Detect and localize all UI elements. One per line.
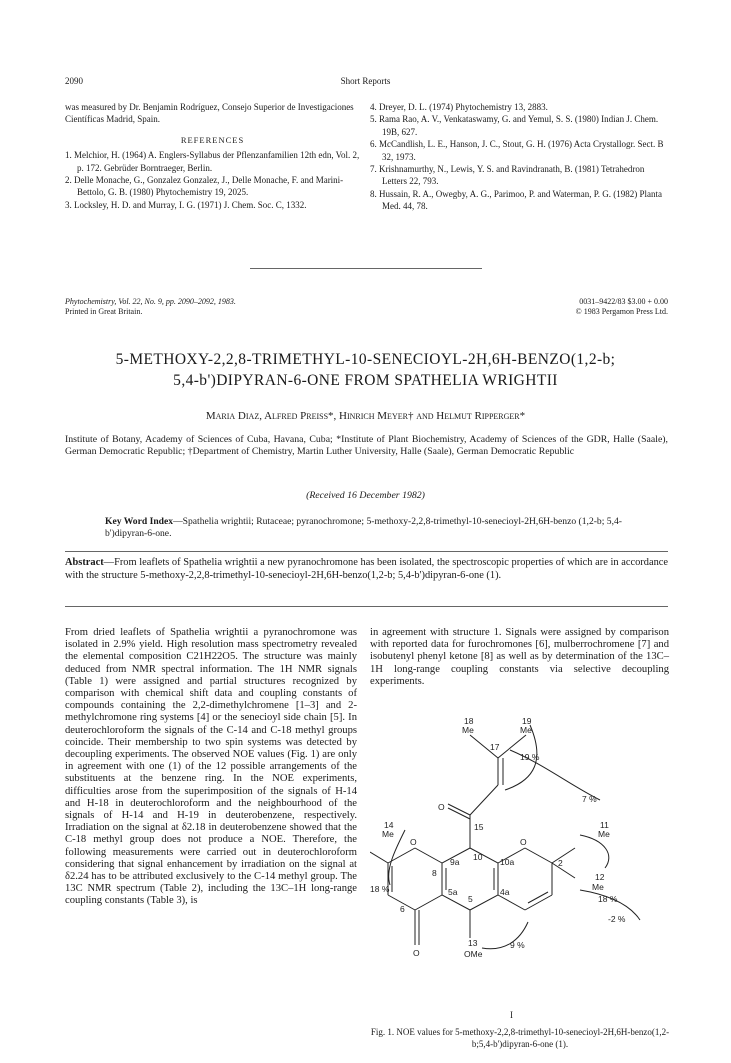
journal-info-left (65, 297, 236, 317)
page-number: 2090 (65, 76, 83, 86)
atom-label-6: 6 (400, 904, 405, 914)
section-divider (250, 268, 482, 269)
reference-4: 4. Dreyer, D. L. (1974) Phytochemistry 13, 2883. (370, 102, 548, 112)
copyright: © 1983 Pergamon Press Ltd. (575, 307, 668, 316)
top-right-column (370, 101, 670, 213)
atom-o-carbonyl: O (413, 948, 420, 958)
running-title: Short Reports (340, 76, 391, 86)
noe-minus-2-percent: -2 % (608, 914, 626, 924)
atom-label-14: 14 (384, 820, 394, 830)
abstract (65, 557, 668, 582)
noe-9-percent: 9 % (510, 940, 525, 950)
figure-caption: Fig. 1. NOE values for 5-methoxy-2,2,8-trimethyl-10-senecioyl-2H,6H-benzo(1,2-b;5,4-b')dipyran-6-one (1). (370, 1027, 670, 1049)
figure-1-structure (370, 690, 670, 970)
keyword-index (105, 516, 645, 540)
atom-label-11: 11 (600, 820, 609, 830)
article-title-line-2: 5,4-b')DIPYRAN-6-ONE FROM SPATHELIA WRIGHTII (173, 372, 558, 389)
atom-label-10: 10 (473, 852, 483, 862)
reference-5: 5. Rama Rao, A. V., Venkataswamy, G. and Yemul, S. S. (1980) Indian J. Chem. 19B, 627. (370, 114, 659, 137)
atom-label-9a: 9a (450, 857, 460, 867)
atom-o-pyranone: O (410, 837, 417, 847)
reference-1: 1. Melchior, H. (1964) A. Englers-Syllabus der Pflenzanfamilien 12th edn, Vol. 2, p. 172. Gebrüder Borntraeger, Berlin. (65, 150, 360, 173)
atom-label-18: 18 (464, 716, 474, 726)
reference-8: 8. Hussain, R. A., Owegby, A. G., Parimoo, P. and Waterman, P. G. (1982) Planta Med. 44, 78. (370, 188, 663, 212)
top-left-column (65, 101, 360, 211)
atom-me-11: Me (598, 829, 610, 839)
article-title-line-1: 5-METHOXY-2,2,8-TRIMETHYL-10-SENECIOYL-2H,6H-BENZO(1,2-b; (115, 351, 616, 368)
atom-label-12: 12 (595, 872, 605, 882)
keywords-text: —Spathelia wrightii; Rutaceae; pyranochromone; 5-methoxy-2,2,8-trimethyl-10-senecioyl-2H,6H-benzo (1,2-b; 5,4-b')dipyran-6-one. (105, 516, 622, 539)
acknowledgement: was measured by Dr. Benjamin Rodríguez, Consejo Superior de Investigaciones Científicas Madrid, Spain. (65, 102, 354, 125)
body-left-column: From dried leaflets of Spathelia wrightii a pyranochromone was isolated in 2.9% yield. High resolution mass spectrometry revealed the elemental composition C21H22O5. The structure was mainly deduced from NMR spectral information. The 1H NMR signals (Table 1) were assigned and partial structures recognized by comparison with chemical shift data and coupling constants of compounds containing the 2,2-dimethylchromene [1–3] and 2-methylchromone ring systems [4] or the senecioyl side chain [5]. In deuterochloroform the signals of the C-14 and C-18 methyl groups coincide. Their membership to two spin systems was detected by decoupling experiments. The observed NOE values (Fig. 1) are only in agreement with one (1) of the 12 possible arrangements of the substituents at the benzene ring. In the NOE experiments, difficulties arose from the superimposition of the signals of H-14 and H-18 in deuterochloroform and the neighbourhood of the signals of H-14 and H-19 in deuterobenzene, respectively. Irradiation on the signal at δ2.18 in deuterobenzene showed that the C-18 methyl group does not produce a NOE. Therefore, the following measurements were carried out in deuterochloroform considering that signal enhancement by irradiation on the signal at δ2.24 has to be attributed exclusively to the C-14 methyl group. The 13C NMR spectrum (Table 2), including the 13C–1H long-range coupling constants (Table 3), is (65, 627, 357, 907)
noe-7-percent: 7 % (582, 794, 597, 804)
atom-label-5: 5 (468, 894, 473, 904)
reference-6: 6. McCandlish, L. E., Hanson, J. C., Stout, G. H. (1976) Acta Crystallogr. Sect. B 32, 1973. (370, 139, 664, 162)
compound-label: I (510, 1010, 513, 1020)
journal-citation: Phytochemistry, Vol. 22, No. 9, pp. 2090–2092, 1983. (65, 297, 236, 306)
atom-o-chromene: O (520, 837, 527, 847)
received-date: (Received 16 December 1982) (306, 490, 425, 501)
atom-o-ketone: O (438, 802, 445, 812)
atom-label-8: 8 (432, 868, 437, 878)
body-right-column: in agreement with structure 1. Signals were assigned by comparison with reported data for furochromones [6], mulberrochromene [7] and isobutenyl phenyl ketone [8] as well as by determination of the 13C–1H long-range coupling constants via selective decoupling experiments. (370, 627, 669, 687)
noe-18-percent-left: 18 % (370, 884, 390, 894)
atom-me-14: Me (382, 829, 394, 839)
abstract-text: —From leaflets of Spathelia wrightii a new pyranochromone has been isolated, the spectroscopic properties of which are in accordance with the structure 5-methoxy-2,2,8-trimethyl-10-senecioyl-2H,6H-benzo(1,2-b; 5,4-b')dipyran-6-one (1). (65, 557, 668, 581)
atom-label-10a: 10a (500, 857, 515, 867)
reference-2: 2. Delle Monache, G., Gonzalez Gonzalez, J., Delle Monache, F. and Marini-Bettolo, G. B. (1980) Phytochemistry 19, 2025. (65, 175, 344, 198)
references-heading: REFERENCES (180, 134, 245, 145)
keywords-label: Key Word Index (105, 516, 174, 527)
printed-in: Printed in Great Britain. (65, 307, 143, 316)
atom-label-13: 13 (468, 938, 478, 948)
atom-label-19: 19 (522, 716, 532, 726)
atom-me-12: Me (592, 882, 604, 892)
atom-label-15: 15 (474, 822, 484, 832)
atom-label-2: 2 (558, 858, 563, 868)
abstract-bottom-rule (65, 606, 668, 607)
authors: Maria Diaz, Alfred Preiss*, Hinrich Meyer† and Helmut Ripperger* (205, 410, 526, 422)
atom-me-18: Me (462, 725, 474, 735)
abstract-top-rule (65, 551, 668, 552)
noe-19-percent: 19 % (520, 752, 540, 762)
atom-label-17: 17 (490, 742, 500, 752)
reference-3: 3. Locksley, H. D. and Murray, I. G. (1971) J. Chem. Soc. C, 1332. (65, 199, 307, 210)
atom-ome: OMe (464, 949, 483, 959)
atom-me-19: Me (520, 725, 532, 735)
journal-info-right (468, 297, 668, 317)
atom-label-4a: 4a (500, 887, 510, 897)
issn: 0031–9422/83 $3.00 + 0.00 (579, 297, 668, 306)
abstract-label: Abstract (65, 557, 104, 568)
atom-label-5a: 5a (448, 887, 458, 897)
affiliation: Institute of Botany, Academy of Sciences of Cuba, Havana, Cuba; *Institute of Plant Biochemistry, Academy of Sciences of the GDR, Halle (Saale), German Democratic Republic; †Department of Chemistry, Martin Luther University, Halle (Saale), German Democratic Republic (65, 434, 668, 457)
reference-7: 7. Krishnamurthy, N., Lewis, Y. S. and Ravindranath, B. (1981) Tetrahedron Letters 22, 793. (370, 164, 645, 187)
noe-18-percent-right: 18 % (598, 894, 618, 904)
